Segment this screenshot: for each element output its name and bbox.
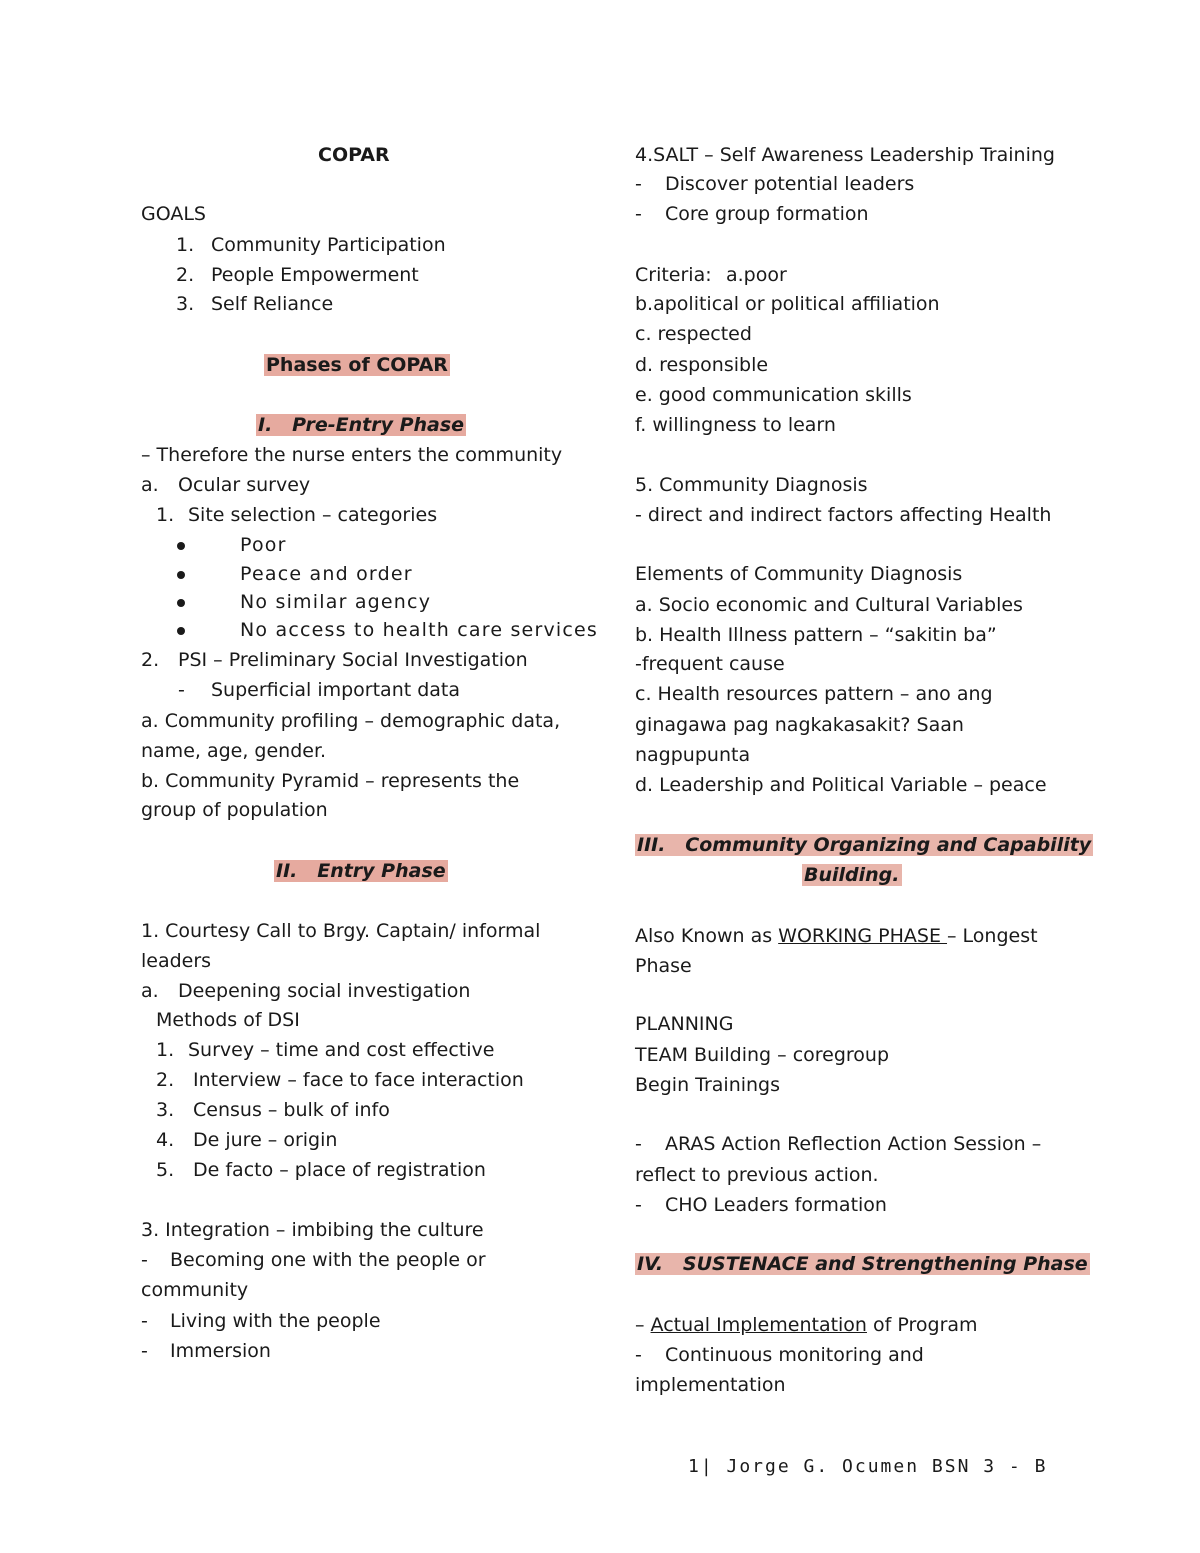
planning-heading: PLANNING (635, 1013, 734, 1035)
method-item: De facto – place of registration (193, 1159, 486, 1181)
pre-entry-heading (256, 411, 466, 439)
element-item: b. Health Illness pattern – “sakitin ba” (635, 624, 997, 646)
site-selection: Site selection – categories (188, 504, 438, 526)
element-item: ginagawa pag nagkakasakit? Saan (635, 714, 964, 736)
aka-line (635, 922, 1038, 950)
phase4-title: SUSTENACE and Strengthening Phase (682, 1253, 1088, 1275)
dash-marker: - (635, 1344, 642, 1366)
dash-marker: - (141, 1340, 148, 1362)
element-subitem: -frequent cause (635, 653, 785, 675)
aras-item: ARAS Action Reflection Action Session – (665, 1133, 1042, 1155)
category-item: No access to health care services (240, 619, 599, 641)
methods-heading: Methods of DSI (156, 1009, 300, 1031)
method-item: De jure – origin (193, 1129, 338, 1151)
bullet-icon (177, 627, 185, 635)
psi-subitem: Superficial important data (211, 679, 461, 701)
category-item: No similar agency (240, 591, 432, 613)
aka-suffix: – Longest (947, 925, 1038, 947)
psi-number: 2. (141, 649, 160, 671)
goal-number: 1. (176, 234, 195, 256)
monitoring-item: implementation (635, 1374, 786, 1396)
entry-number: II. (276, 860, 298, 882)
element-item: c. Health resources pattern – ano ang (635, 683, 993, 705)
method-number: 4. (156, 1129, 175, 1151)
phase3-heading (635, 831, 1093, 859)
pyramid-line: b. Community Pyramid – represents the (141, 770, 520, 792)
profiling-line: name, age, gender. (141, 740, 327, 762)
phase4-number: IV. (637, 1253, 664, 1275)
actual-prefix: – (635, 1314, 651, 1336)
dash-marker: - (635, 203, 642, 225)
actual-implementation-text: Actual Implementation (650, 1314, 867, 1336)
phase3-title: Community Organizing and Capability (685, 834, 1092, 856)
actual-suffix: of Program (866, 1314, 978, 1336)
criteria-item: e. good communication skills (635, 384, 912, 406)
pre-entry-title: Pre-Entry Phase (292, 414, 465, 436)
criteria-label: Criteria: (635, 264, 712, 286)
category-item: Poor (240, 534, 287, 556)
integration-subitem: community (141, 1279, 249, 1301)
method-number: 2. (156, 1069, 175, 1091)
element-item: a. Socio economic and Cultural Variables (635, 594, 1023, 616)
aka-prefix: Also Known as (635, 925, 779, 947)
criteria-item: a.poor (726, 264, 787, 286)
criteria-item: d. responsible (635, 354, 769, 376)
bullet-icon (177, 571, 185, 579)
elements-heading: Elements of Community Diagnosis (635, 563, 963, 585)
aras-item: reflect to previous action. (635, 1164, 879, 1186)
goal-item: People Empowerment (211, 264, 419, 286)
goal-number: 2. (176, 264, 195, 286)
method-item: Census – bulk of info (193, 1099, 390, 1121)
document-title: COPAR (318, 144, 390, 166)
entry-title: Entry Phase (317, 860, 446, 882)
method-number: 1. (156, 1039, 175, 1061)
courtesy-line: 1. Courtesy Call to Brgy. Captain/ informal (141, 920, 541, 942)
dsi-marker: a. (141, 980, 159, 1002)
cho-item: CHO Leaders formation (665, 1194, 887, 1216)
element-item: nagpupunta (635, 744, 751, 766)
integration-subitem: Living with the people (170, 1310, 381, 1332)
aka-line: Phase (635, 955, 692, 977)
integration-item: 3. Integration – imbibing the culture (141, 1219, 484, 1241)
dash-marker: - (141, 1310, 148, 1332)
working-phase-text: WORKING PHASE (778, 925, 948, 947)
phase4-heading (635, 1250, 1090, 1278)
pre-entry-number: I. (258, 414, 273, 436)
profiling-line: a. Community profiling – demographic data, (141, 710, 561, 732)
dash-marker: - (178, 679, 185, 701)
criteria-item: b.apolitical or political affiliation (635, 293, 940, 315)
category-item: Peace and order (240, 563, 413, 585)
entry-heading (274, 857, 448, 885)
monitoring-item: Continuous monitoring and (665, 1344, 924, 1366)
goal-item: Self Reliance (211, 293, 334, 315)
phase3-number: III. (637, 834, 666, 856)
diagnosis-item: 5. Community Diagnosis (635, 474, 868, 496)
criteria-item: c. respected (635, 323, 752, 345)
salt-item: 4.SALT – Self Awareness Leadership Training (635, 144, 1055, 166)
team-building: TEAM Building – coregroup (635, 1044, 890, 1066)
goal-number: 3. (176, 293, 195, 315)
dash-marker: - (635, 173, 642, 195)
ocular-marker: a. (141, 474, 159, 496)
site-number: 1. (156, 504, 175, 526)
phases-heading-text: Phases of COPAR (266, 354, 448, 376)
method-number: 3. (156, 1099, 175, 1121)
method-number: 5. (156, 1159, 175, 1181)
dsi-item: Deepening social investigation (178, 980, 471, 1002)
courtesy-line: leaders (141, 950, 212, 972)
psi-item: PSI – Preliminary Social Investigation (178, 649, 528, 671)
pre-entry-desc: – Therefore the nurse enters the community (141, 444, 563, 466)
begin-trainings: Begin Trainings (635, 1074, 781, 1096)
criteria-item: f. willingness to learn (635, 414, 836, 436)
bullet-icon (177, 599, 185, 607)
goal-item: Community Participation (211, 234, 446, 256)
dash-marker: - (635, 1133, 642, 1155)
page-footer: 1| Jorge G. Ocumen BSN 3 - B (688, 1456, 1048, 1477)
method-item: Survey – time and cost effective (188, 1039, 495, 1061)
phase3-title-cont: Building. (804, 864, 900, 886)
goals-heading: GOALS (141, 203, 206, 225)
phase3-heading-cont (802, 861, 902, 889)
salt-subitem: Discover potential leaders (665, 173, 915, 195)
ocular-survey: Ocular survey (178, 474, 311, 496)
phases-heading (264, 351, 450, 379)
integration-subitem: Becoming one with the people or (170, 1249, 486, 1271)
bullet-icon (177, 542, 185, 550)
integration-subitem: Immersion (170, 1340, 271, 1362)
element-item: d. Leadership and Political Variable – peace (635, 774, 1047, 796)
dash-marker: - (141, 1249, 148, 1271)
method-item: Interview – face to face interaction (193, 1069, 524, 1091)
salt-subitem: Core group formation (665, 203, 869, 225)
diagnosis-desc: - direct and indirect factors affecting Health (635, 504, 1052, 526)
pyramid-line: group of population (141, 799, 328, 821)
actual-line (635, 1311, 978, 1339)
dash-marker: - (635, 1194, 642, 1216)
